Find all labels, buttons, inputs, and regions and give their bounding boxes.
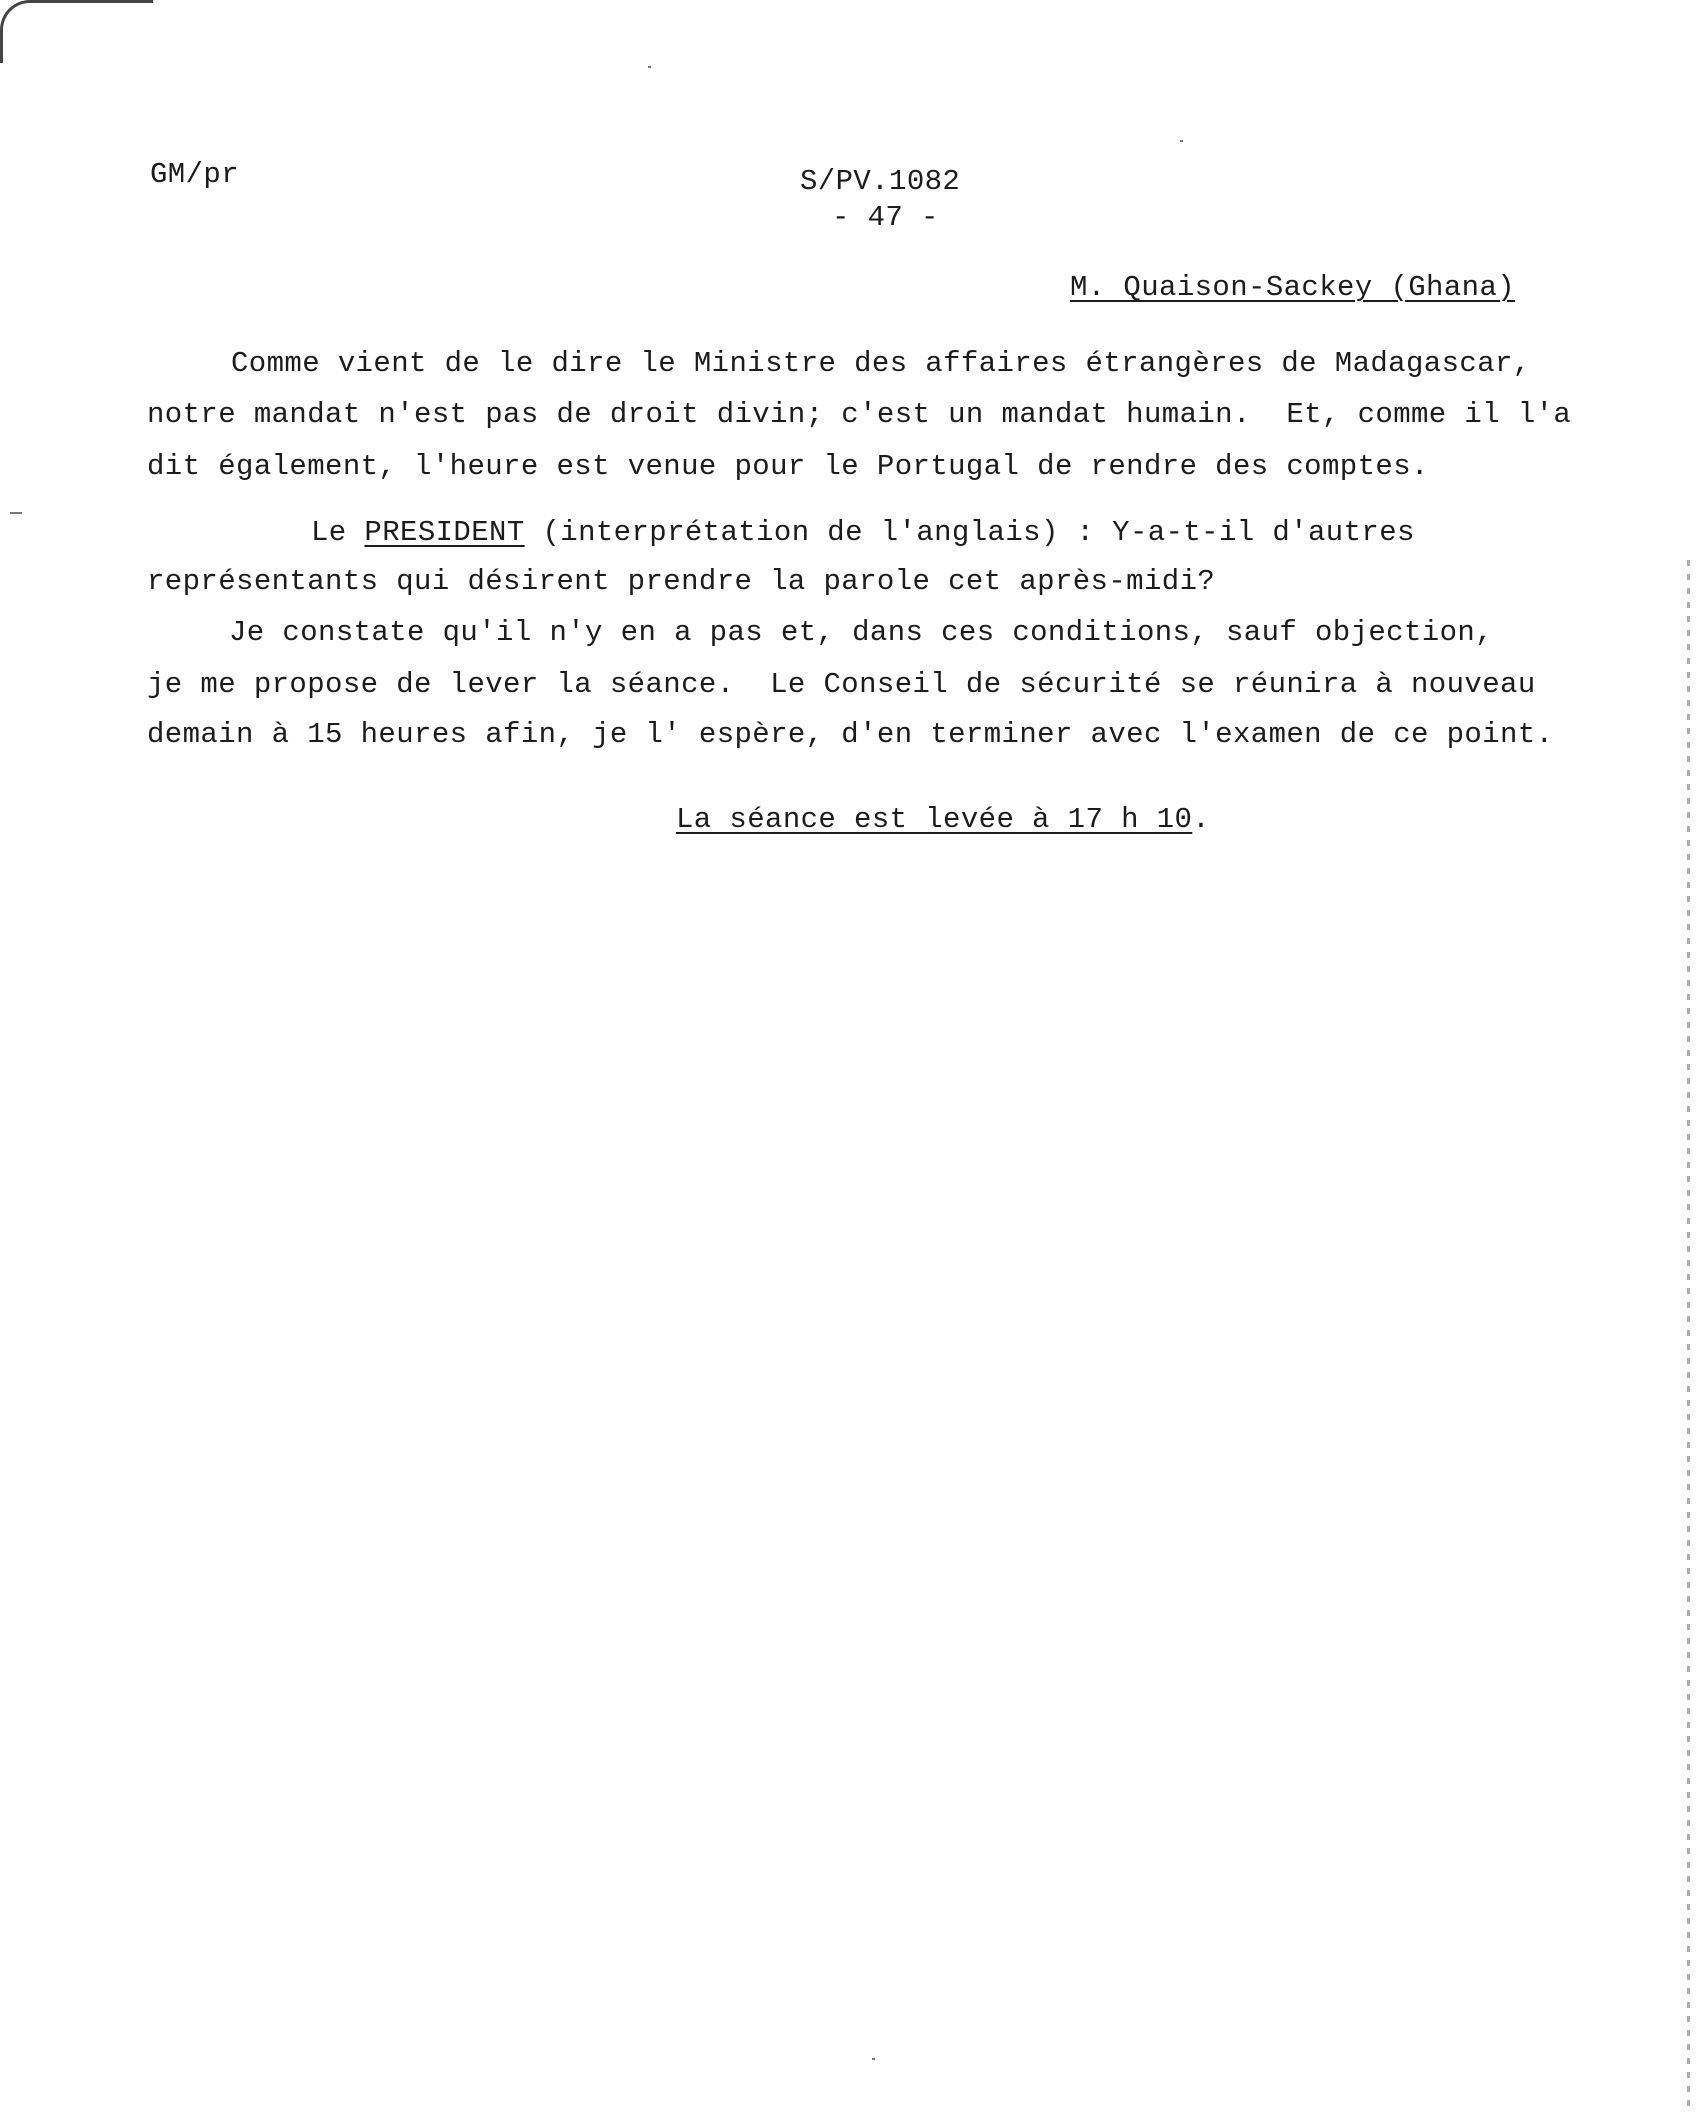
president-line-5: demain à 15 heures afin, je l' espère, d'en terminer avec l'examen de ce point.: [147, 718, 1554, 751]
paragraph-1-line-2: notre mandat n'est pas de droit divin; c'est un mandat humain. Et, comme il l'a: [147, 398, 1572, 431]
header-initials: GM/pr: [150, 158, 240, 191]
president-prefix: Le: [311, 516, 365, 549]
paragraph-1-line-1: Comme vient de le dire le Ministre des affaires étrangères de Madagascar,: [231, 347, 1531, 380]
scan-speck: [1180, 140, 1183, 142]
scan-speck: [872, 2058, 875, 2060]
closing-text: La séance est levée à 17 h 10: [676, 803, 1193, 836]
closing-period: .: [1192, 803, 1211, 836]
document-symbol: S/PV.1082: [800, 165, 961, 198]
president-line-4: je me propose de lever la séance. Le Conseil de sécurité se réunira à nouveau: [147, 668, 1536, 701]
president-name: PRESIDENT: [364, 516, 525, 549]
closing-line: [676, 803, 1210, 837]
paragraph-1-line-3: dit également, l'heure est venue pour le Portugal de rendre des comptes.: [147, 450, 1429, 483]
scan-speck: [648, 66, 651, 68]
speaker-heading: M. Quaison-Sackey (Ghana): [1070, 271, 1516, 304]
president-line-1: [311, 516, 1415, 550]
president-rest: (interprétation de l'anglais) : Y-a-t-il d'autres: [524, 516, 1415, 549]
president-line-2: représentants qui désirent prendre la parole cet après-midi?: [147, 565, 1216, 598]
scan-edge-right: [1687, 560, 1690, 2110]
scan-speck: [10, 512, 22, 514]
president-line-3: Je constate qu'il n'y en a pas et, dans ces conditions, sauf objection,: [229, 616, 1494, 649]
page-number: - 47 -: [832, 201, 939, 234]
scan-edge-top: [0, 0, 153, 63]
